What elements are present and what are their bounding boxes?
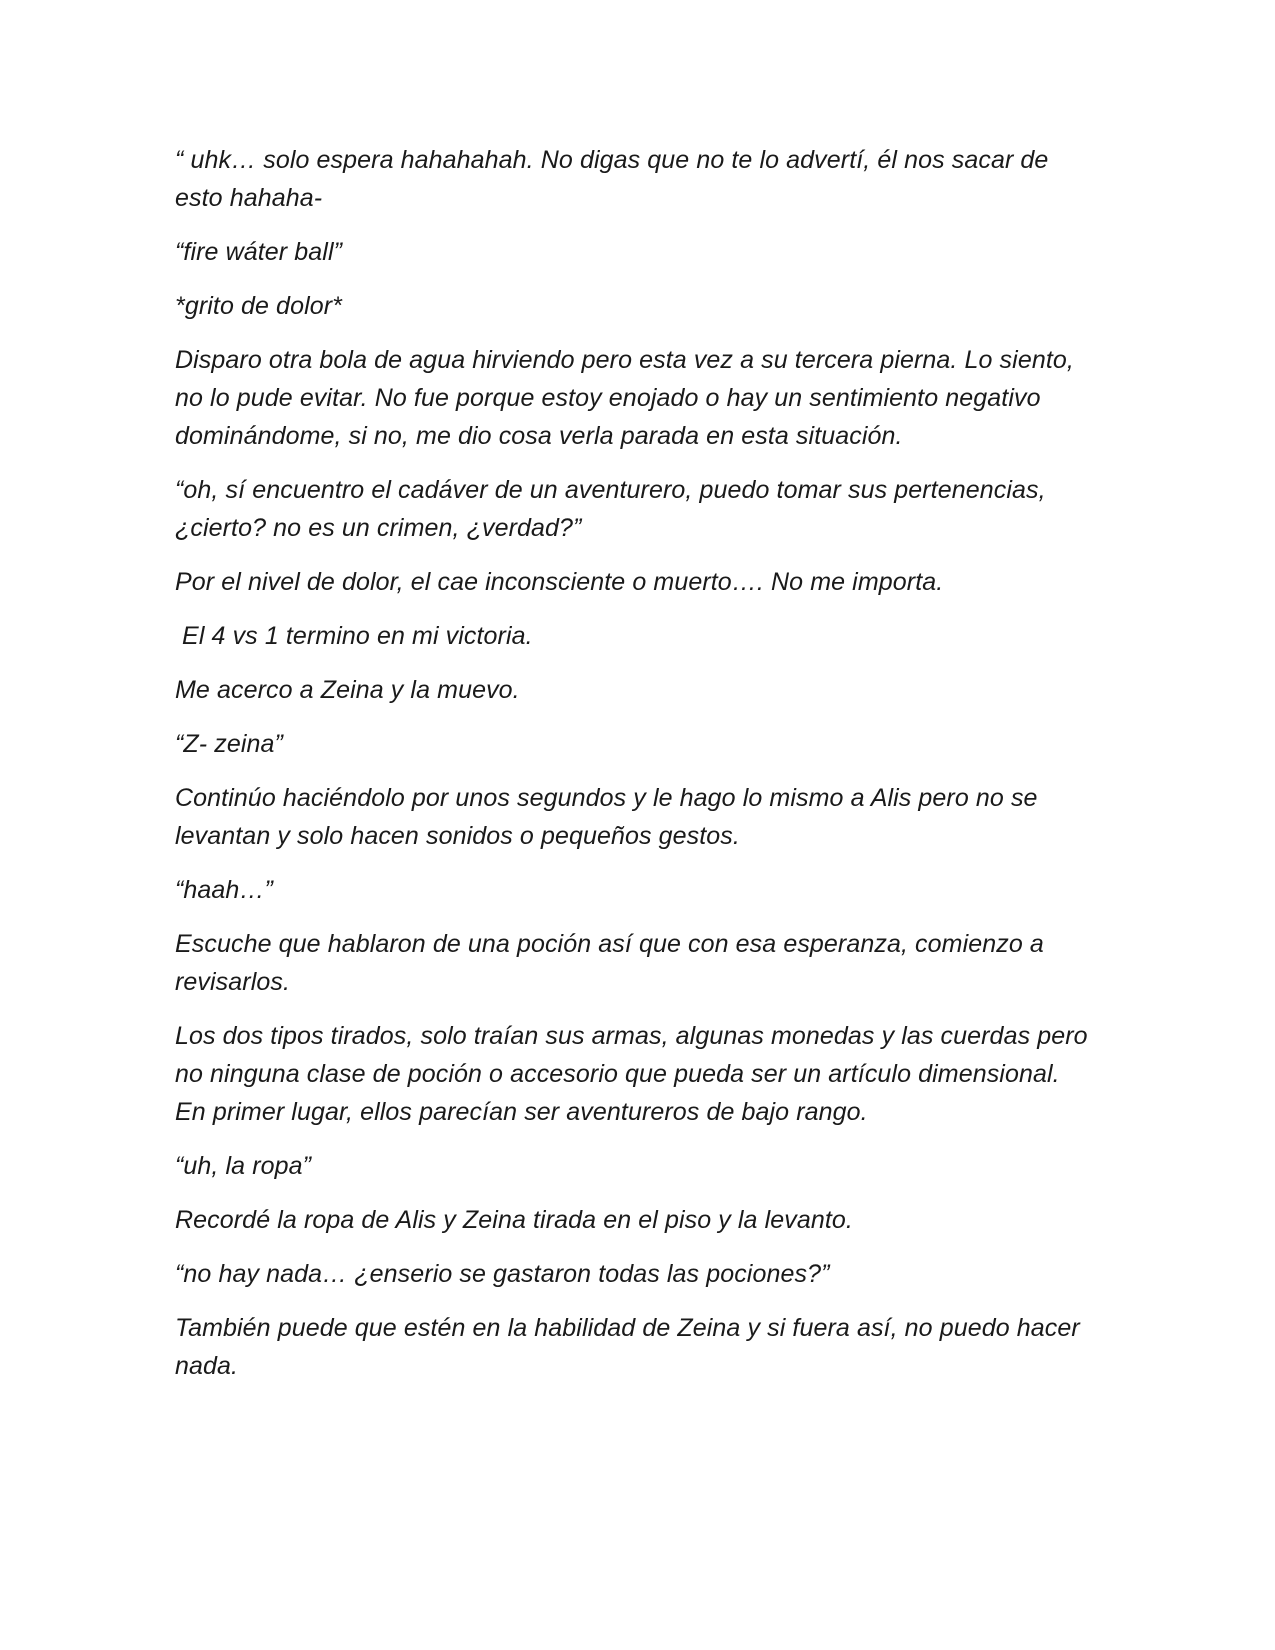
paragraph-7: El 4 vs 1 termino en mi victoria. <box>175 622 533 650</box>
paragraph-4: Disparo otra bola de agua hirviendo pero esta vez a su tercera pierna. Lo siento, no lo pude evitar. No fue porque estoy enojado o hay un sentimiento negativo dominándome, si no, me dio cosa verla parada en esta situación. <box>175 346 1081 450</box>
paragraph-5: “oh, sí encuentro el cadáver de un aventurero, puedo tomar sus pertenencias, ¿cierto? no es un crimen, ¿verdad?” <box>175 476 1053 542</box>
paragraph-11: “haah…” <box>175 876 273 904</box>
paragraph-17: También puede que estén en la habilidad de Zeina y si fuera así, no puedo hacer nada. <box>175 1314 1087 1380</box>
paragraph-15: Recordé la ropa de Alis y Zeina tirada en el piso y la levanto. <box>175 1206 853 1234</box>
paragraph-3: *grito de dolor* <box>175 292 342 320</box>
paragraph-2: “fire wáter ball” <box>175 238 343 266</box>
paragraph-12: Escuche que hablaron de una poción así que con esa esperanza, comienzo a revisarlos. <box>175 930 1051 996</box>
paragraph-6: Por el nivel de dolor, el cae inconsciente o muerto…. No me importa. <box>175 568 944 596</box>
paragraph-16: “no hay nada… ¿enserio se gastaron todas las pociones?” <box>175 1260 830 1288</box>
paragraph-10: Continúo haciéndolo por unos segundos y le hago lo mismo a Alis pero no se levantan y solo hacen sonidos o pequeños gestos. <box>175 784 1045 850</box>
paragraph-9: “Z- zeina” <box>175 730 283 758</box>
paragraph-14: “uh, la ropa” <box>175 1152 312 1180</box>
paragraph-8: Me acerco a Zeina y la muevo. <box>175 676 520 704</box>
paragraph-13: Los dos tipos tirados, solo traían sus armas, algunas monedas y las cuerdas pero no ninguna clase de poción o accesorio que pueda ser un artículo dimensional. En primer lugar, ellos parecían ser aventureros de bajo rango. <box>175 1022 1095 1126</box>
document-body <box>175 141 1095 1401</box>
paragraph-1: “ uhk… solo espera hahahahah. No digas que no te lo advertí, él nos sacar de esto hahaha- <box>175 146 1056 212</box>
